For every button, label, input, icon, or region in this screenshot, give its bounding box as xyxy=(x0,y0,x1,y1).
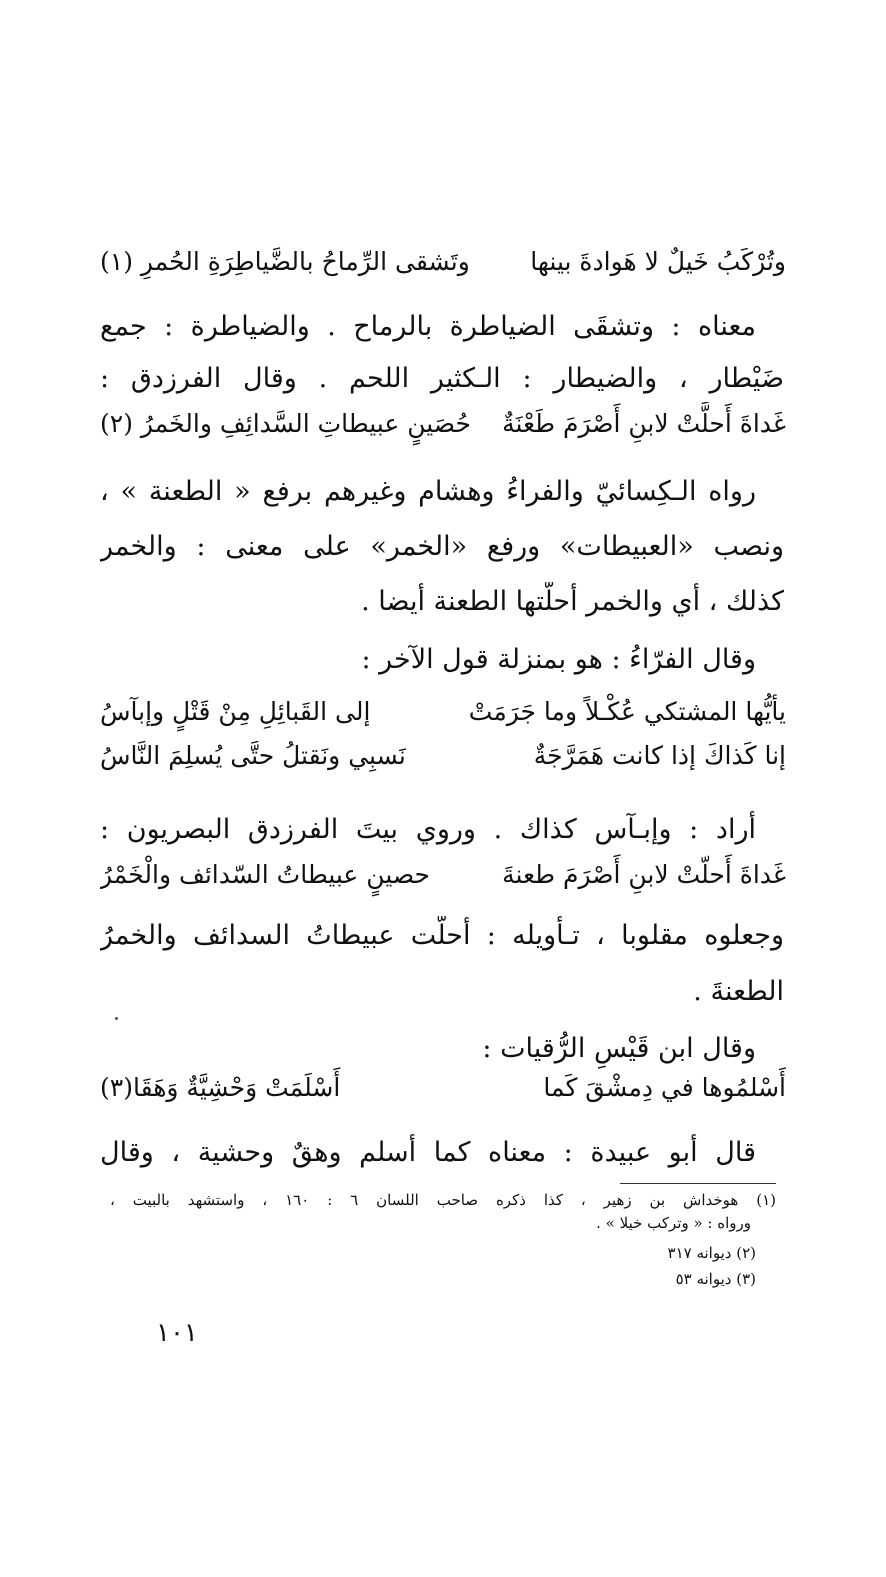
para-5-line-1: وجعلوه مقلوبا ، تـأْويله : أَحلّت عبيطاتُ السدائف والخمرُ xyxy=(100,920,784,951)
verse-3-hemistich-1: يأيُّها المشتكي عُكْـلاً وما جَرَمَتْ xyxy=(468,697,786,726)
print-speck xyxy=(115,1017,118,1020)
footnote-1-line-2: ورواه : « وتركب خيلا » . xyxy=(596,1214,751,1232)
verse-4-hemistich-2: نَسبِي ونَقتلُ حتَّى يُسلِمَ النَّاسُ xyxy=(100,741,406,770)
para-6-line-1: وقال ابن قَيْسِ الرُّقيات : xyxy=(482,1033,756,1064)
verse-3-hemistich-2: إلى القَبائِلِ مِنْ قَتْلٍ وإبآسُ xyxy=(100,697,371,726)
verse-5 xyxy=(100,853,786,897)
verse-6-hemistich-2: أَسْلَمَتْ وَحْشِيَّةٌ وَهَقَا(٣) xyxy=(100,1073,341,1102)
footnote-separator xyxy=(620,1183,776,1184)
verse-1 xyxy=(100,240,786,284)
verse-5-hemistich-1: غَداةَ أَحلّتْ لابنِ أَصْرَمَ طعنةَ xyxy=(502,860,786,889)
footnote-2: (٢) ديوانه ٣١٧ xyxy=(667,1244,756,1262)
verse-4-hemistich-1: إنا كَذاكَ إذا كانت هَمَرَّجَةٌ xyxy=(533,741,786,770)
verse-2-hemistich-1: غَداةَ أَحلَّتْ لابنِ أَصْرَمَ طَعْنَةٌ xyxy=(502,409,786,438)
para-3-line-1: وقال الفرّاءُ : هو بمنزلة قول الآخر : xyxy=(361,644,756,675)
verse-6-hemistich-1: أَسْلمُوها في دِمشْقَ كَما xyxy=(543,1073,786,1102)
verse-1-hemistich-2: وتَشقى الرِّماحُ بالضَّياطِرَةِ الحُمرِ (١) xyxy=(100,247,470,276)
verse-6 xyxy=(100,1066,786,1110)
para-5-line-2: الطعنةَ . xyxy=(693,976,784,1007)
verse-1-hemistich-1: وتُرْكَبُ خَيلٌ لا هَوادةَ بينها xyxy=(530,247,786,276)
footnote-1-line-1: (١) هوخداش بن زهير ، كذا ذكره صاحب اللسان ٦ : ١٦٠ ، واستشهد بالبيت ، xyxy=(110,1191,777,1209)
para-7-line-1: قال أَبو عبيدة : معناه كما أَسلم وهقٌ وحشية ، وقال xyxy=(100,1137,756,1168)
footnote-3: (٣) ديوانه ٥٣ xyxy=(675,1270,756,1288)
para-1-line-1: معناه : وتشقَى الضياطرة بالرماح . والضياطرة : جمع xyxy=(100,311,756,342)
para-4-line-1: أَراد : وإبـآس كذاك . وروي بيتَ الفرزدق البصريون : xyxy=(100,814,756,845)
para-2-line-2: ونصب «العبيطات» ورفع «الخمر» على معنى : والخمر xyxy=(100,531,784,562)
para-2-line-1: رواه الـكِسائيّ والفراءُ وهشام وغيرهم برفع « الطعنة » ، xyxy=(100,476,756,507)
verse-3 xyxy=(100,690,786,734)
verse-5-hemistich-2: حصينٍ عبيطاتُ السّدائف والْخَمْرُ xyxy=(100,860,431,889)
para-1-line-2: ضَيْطار ، والضيطار : الـكثير اللحم . وقال الفرزدق : xyxy=(100,363,784,394)
verse-4 xyxy=(100,734,786,778)
page-number: ١٠١ xyxy=(156,1318,198,1348)
para-2-line-3: كذلك ، أي والخمر أَحلّتها الطعنة أَيضا . xyxy=(361,586,784,617)
verse-2-hemistich-2: حُصَينٍ عبيطاتِ السَّدائِفِ والخَمرُ (٢) xyxy=(100,409,471,438)
verse-2 xyxy=(100,402,786,446)
